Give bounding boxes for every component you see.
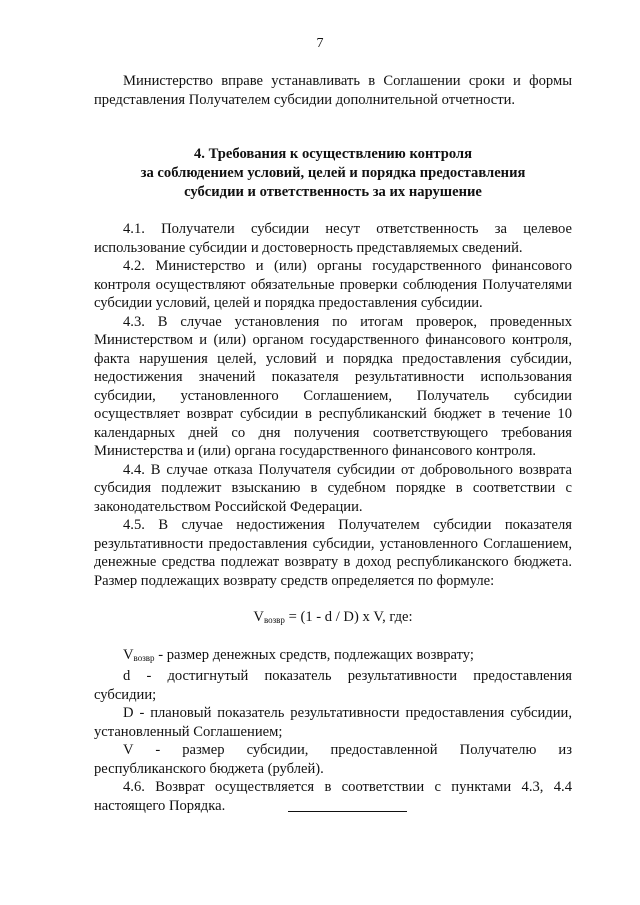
definition-d-achieved: d - достигнутый показатель результативности предоставления субсидии; (94, 668, 572, 703)
formula-subscript: возвр (263, 615, 285, 625)
definition-v-vozvr (94, 646, 572, 668)
section-heading-line-3: субсидии и ответственность за их нарушение (184, 184, 482, 200)
paragraph-4-1: 4.1. Получатели субсидии несут ответственность за целевое использование субсидии и достоверность представляемых сведений. (94, 221, 572, 256)
formula-v: V (253, 609, 264, 625)
paragraph-4-5: 4.5. В случае недостижения Получателем субсидии показателя результативности предоставления субсидии, установленного Соглашением, денежные средства подлежат возврату в доход республиканского бюджета. Размер подлежащих возврату средств определяется по формуле: (94, 517, 572, 589)
intro-paragraph: Министерство вправе устанавливать в Соглашении сроки и формы представления Получателем субсидии дополнительной отчетности. (94, 73, 572, 108)
section-heading-line-1: 4. Требования к осуществлению контроля (193, 146, 473, 162)
section-heading (94, 145, 572, 202)
definition-v-vozvr-symbol: V (123, 646, 134, 663)
paragraph-4-2: 4.2. Министерство и (или) органы государственного финансового контроля осуществляют обязательные проверки соблюдения Получателями субсидии условий, целей и порядка предоставления субсидии. (94, 258, 572, 311)
definition-d-planned: D - плановый показатель результативности предоставления субсидии, установленный Соглашением; (94, 705, 572, 740)
section-heading-line-2: за соблюдением условий, целей и порядка предоставления (140, 165, 526, 181)
definition-v-subsidy: V - размер субсидии, предоставленной Получателю из республиканского бюджета (рублей). (94, 742, 572, 777)
closing-divider-line (288, 811, 407, 812)
paragraph-4-4: 4.4. В случае отказа Получателя субсидии от добровольного возврата субсидия подлежит взысканию в судебном порядке в соответствии с законодательством Российской Федерации. (94, 461, 572, 515)
definition-v-vozvr-text: - размер денежных средств, подлежащих возврату; (154, 646, 474, 663)
return-formula (94, 608, 572, 630)
definition-v-vozvr-subscript: возвр (133, 652, 155, 663)
paragraph-4-3: 4.3. В случае установления по итогам проверок, проведенных Министерством и (или) органом государственного финансового контроля, факта нарушения целей, условий и порядка предоставления субсидии, недостижения значений показателя результативности использования субсидии, установленного Соглашением, Получатель субсидии осуществляет возврат субсидии в республиканский бюджет в течение 10 календарных дней со дня получения соответствующего требования Министерства и (или) органа государственного финансового контроля. (94, 313, 572, 459)
formula-expression: = (1 - d / D) х V, где: (284, 609, 413, 625)
page-number: 7 (316, 36, 324, 51)
paragraph-4-6: 4.6. Возврат осуществляется в соответствии с пунктами 4.3, 4.4 настоящего Порядка. (94, 779, 572, 814)
document-body (94, 72, 572, 815)
